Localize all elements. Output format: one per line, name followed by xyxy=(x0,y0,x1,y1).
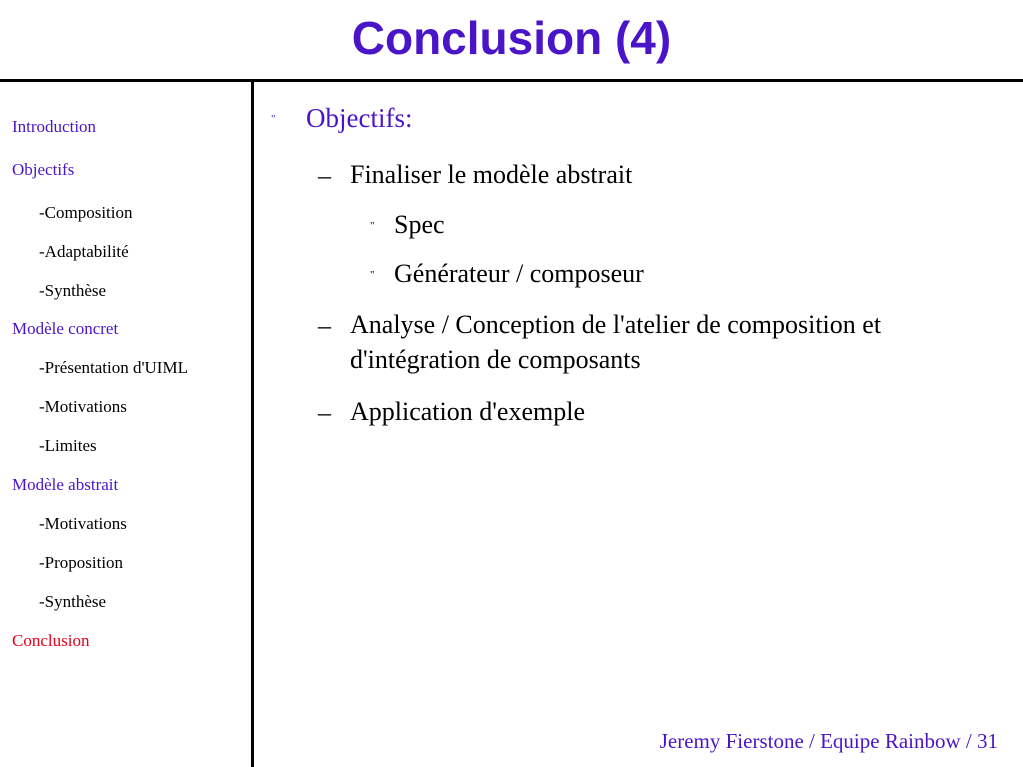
slide-footer: Jeremy Fierstone / Equipe Rainbow / 31 xyxy=(659,729,998,753)
dash-marker: – xyxy=(318,311,331,340)
sidebar-divider xyxy=(251,79,254,767)
bullet-marker: " xyxy=(370,269,375,281)
dash-marker: – xyxy=(318,398,331,427)
nav-item-introduction[interactable]: Introduction xyxy=(12,117,97,136)
nav-item-adaptabilite[interactable]: -Adaptabilité xyxy=(39,242,129,261)
list-item: Finaliser le modèle abstrait xyxy=(350,160,633,189)
nav-item-objectifs[interactable]: Objectifs xyxy=(12,160,75,179)
nav-item-modele-abstrait[interactable]: Modèle abstrait xyxy=(12,475,119,494)
nav-item-presentation-uiml[interactable]: -Présentation d'UIML xyxy=(39,358,188,377)
slide-title: Conclusion (4) xyxy=(351,12,672,64)
content-heading: Objectifs: xyxy=(306,103,413,133)
nav-item-modele-concret[interactable]: Modèle concret xyxy=(12,319,119,338)
nav-item-synthese-2[interactable]: -Synthèse xyxy=(39,592,107,611)
nav-item-synthese[interactable]: -Synthèse xyxy=(39,281,107,300)
list-item: Analyse / Conception de l'atelier de composition et d'intégration de composants xyxy=(350,310,882,374)
nav-item-limites[interactable]: -Limites xyxy=(39,436,97,455)
bullet-marker: " xyxy=(271,113,276,125)
nav-item-proposition[interactable]: -Proposition xyxy=(39,553,124,572)
nav-item-motivations-2[interactable]: -Motivations xyxy=(39,514,127,533)
dash-marker: – xyxy=(318,161,331,190)
nav-item-conclusion[interactable]: Conclusion xyxy=(12,631,90,650)
list-item: Spec xyxy=(394,210,445,239)
bullet-marker: " xyxy=(370,220,375,232)
list-item: Application d'exemple xyxy=(350,397,586,426)
header-divider xyxy=(0,79,1023,82)
nav-item-motivations[interactable]: -Motivations xyxy=(39,397,127,416)
list-item: Générateur / composeur xyxy=(394,259,644,288)
nav-item-composition[interactable]: -Composition xyxy=(39,203,133,222)
